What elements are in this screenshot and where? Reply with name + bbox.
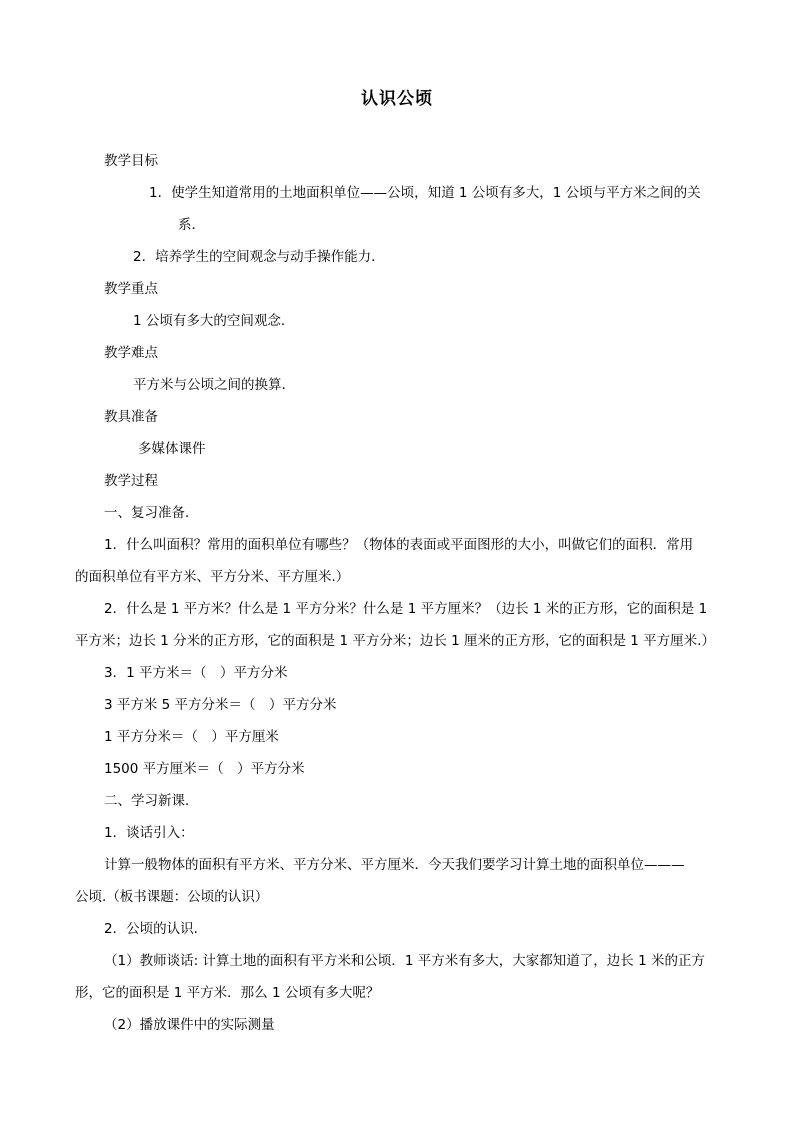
review-q1-line-2: 的面积单位有平方米、平方分米、平方厘米.） — [75, 569, 350, 585]
hectare-courseware: （2）播放课件中的实际测量 — [104, 1017, 275, 1033]
goal-1-line-2: 系． — [178, 217, 205, 233]
heading-key-points: 教学重点 — [104, 281, 158, 297]
key-point-text: 1 公顷有多大的空间观念． — [133, 313, 295, 329]
exercise-2: 3 平方米 5 平方分米＝（ ）平方分米 — [104, 697, 337, 713]
intro-line-2: 公顷.（板书课题：公顷的认识） — [75, 889, 269, 905]
goal-2: 2．培养学生的空间观念与动手操作能力． — [133, 249, 385, 265]
hectare-heading: 2．公顷的认识． — [104, 921, 208, 937]
intro-line-1: 计算一般物体的面积有平方米、平方分米、平方厘米．今天我们要学习计算土地的面积单位——— — [104, 857, 685, 873]
exercise-1: 3．1 平方米＝（ ）平方分米 — [104, 665, 288, 681]
heading-materials: 教具准备 — [104, 409, 158, 425]
review-q2-line-2: 平方米；边长 1 分米的正方形，它的面积是 1 平方分米；边长 1 厘米的正方形，它的面积是 1 平方厘米.） — [75, 633, 715, 649]
heading-teaching-goals: 教学目标 — [104, 153, 158, 169]
intro-heading: 1．谈话引入： — [104, 825, 194, 841]
hectare-talk-line-2: 形，它的面积是 1 平方米．那么 1 公顷有多大呢？ — [75, 985, 380, 1001]
materials-text: 多媒体课件 — [138, 441, 206, 457]
hectare-talk-line-1: （1）教师谈话: 计算土地的面积有平方米和公顷．1 平方米有多大，大家都知道了，边长 1 米的正方 — [104, 953, 705, 969]
review-q2-line-1: 2．什么是 1 平方米？什么是 1 平方分米？什么是 1 平方厘米？（边长 1 米的正方形，它的面积是 1 — [104, 601, 708, 617]
document-title: 认识公顷 — [361, 89, 433, 109]
review-q1-line-1: 1．什么叫面积？常用的面积单位有哪些？（物体的表面或平面图形的大小，叫做它们的面积．常用 — [104, 537, 694, 553]
section-review: 一、复习准备． — [104, 505, 199, 521]
goal-1-line-1: 1．使学生知道常用的土地面积单位——公顷，知道 1 公顷有多大，1 公顷与平方米之间的关 — [149, 185, 701, 201]
difficulty-text: 平方米与公顷之间的换算． — [133, 377, 295, 393]
section-new-lesson: 二、学习新课． — [104, 793, 199, 809]
heading-process: 教学过程 — [104, 473, 158, 489]
exercise-3: 1 平方分米＝（ ）平方厘米 — [104, 729, 279, 745]
exercise-4: 1500 平方厘米＝（ ）平方分米 — [104, 761, 305, 777]
heading-difficulties: 教学难点 — [104, 345, 158, 361]
